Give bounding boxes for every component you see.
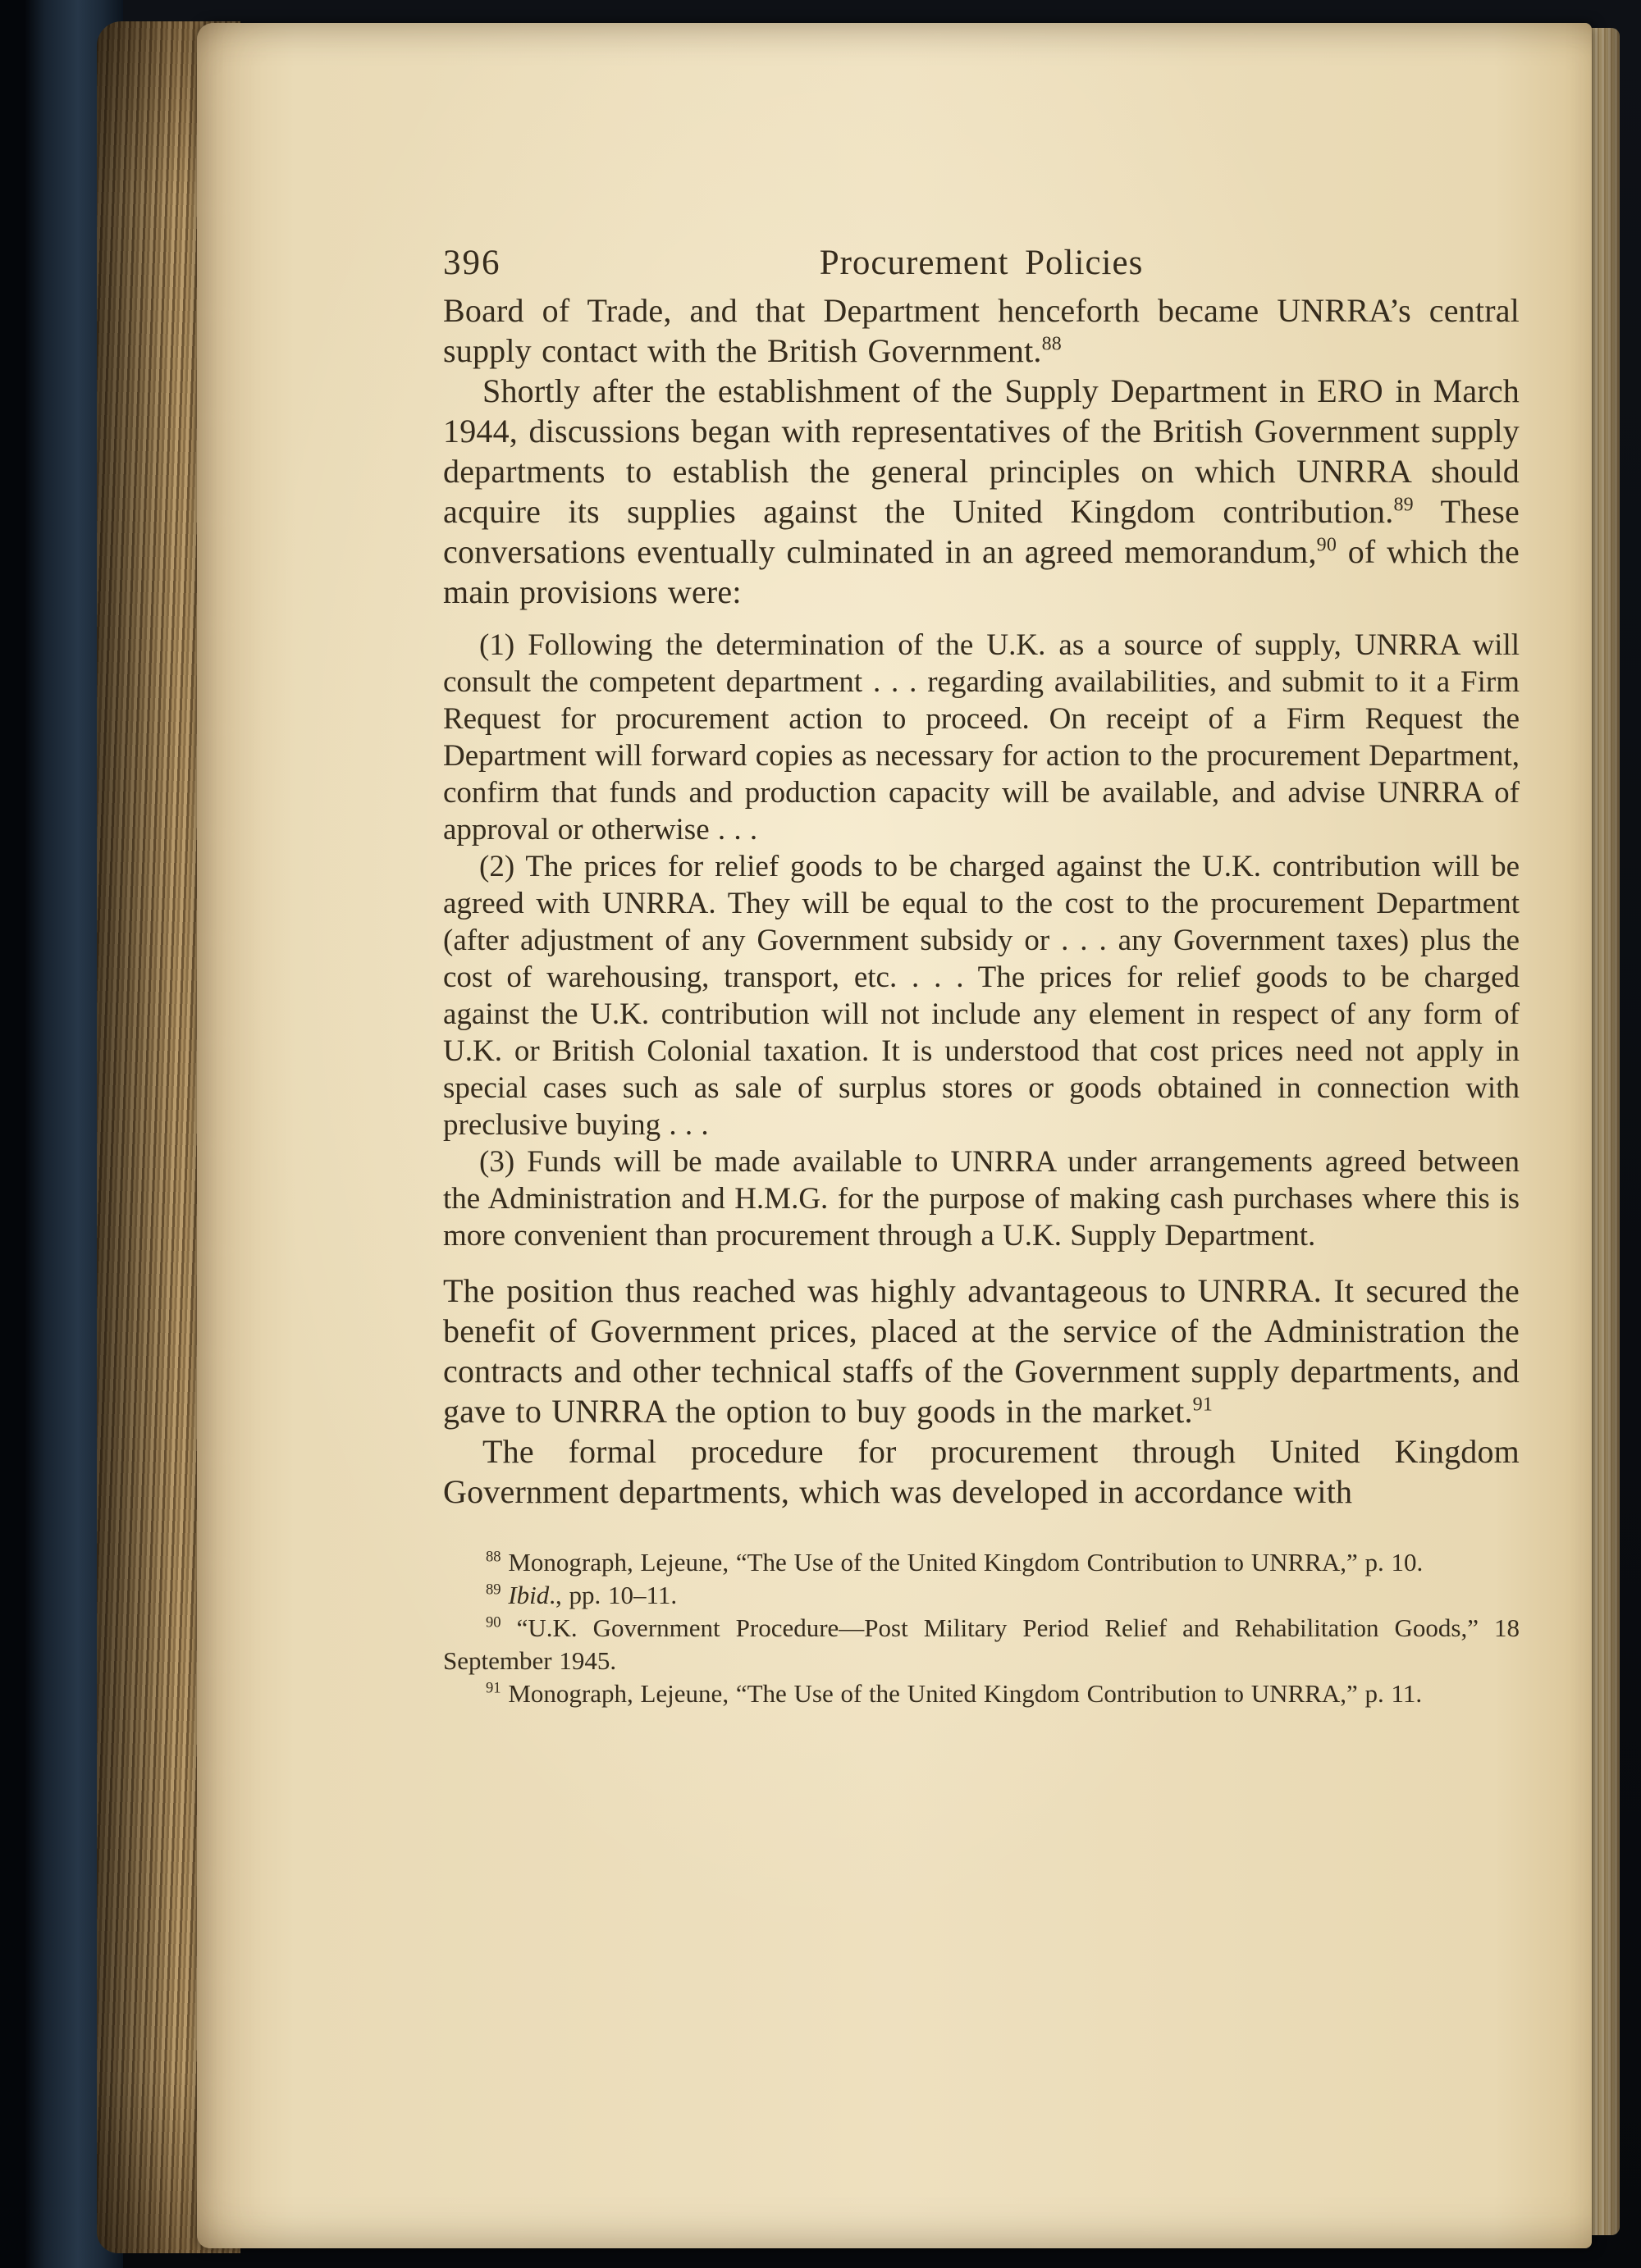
paragraph-continuation: Board of Trade, and that Department henceforth became UNRRA’s central supply contact with the British Government.$^{88}$: [443, 292, 1520, 369]
footnote-89: $^{89}$ Ibid., pp. 10–11.: [486, 1581, 678, 1609]
quote-item-3: (3) Funds will be made available to UNRRA under arrangements agreed between the Administration and H.M.G. for the purpose of making cash purchases where this is more convenient than procurement through a U.K. Supply Department.: [443, 1145, 1520, 1253]
quote-item-1: (1) Following the determination of the U.K. as a source of supply, UNRRA will consult the competent department . . . regarding availabilities, and submit to it a Firm Request for procurement action to proceed. On receipt of a Firm Request the Department will forward copies as necessary for action to the procurement Department, confirm that funds and production capacity will be available, and advise UNRRA of approval or otherwise . . .: [443, 628, 1520, 847]
quote-item-2: (2) The prices for relief goods to be charged against the U.K. contribution will be agreed with UNRRA. They will be equal to the cost to the procurement Department (after adjustment of any Government subsidy or . . . any Government taxes) plus the cost of warehousing, transport, etc. . . . The prices for relief goods to be charged against the U.K. contribution will not include any element in respect of any form of U.K. or British Colonial taxation. It is understood that cost prices need not apply in special cases such as sale of surplus stores or goods obtained in connection with preclusive buying . . .: [443, 850, 1520, 1142]
book-page: [197, 23, 1592, 2248]
running-title: Procurement Policies: [819, 244, 1144, 282]
footnotes: [443, 1546, 1520, 1710]
paragraph: Shortly after the establishment of the Supply Department in ERO in March 1944, discussions began with representatives of the British Government supply departments to establish the general principles on which UNRRA should acquire its supplies against the United Kingdom contribution.$^{89}$ These conversations eventually culminated in an agreed memorandum,$^{90}$ of which the main provisions were:: [443, 372, 1520, 610]
footnote-88: $^{88}$ Monograph, Lejeune, “The Use of the United Kingdom Contribution to UNRRA,” p. 10.: [486, 1548, 1424, 1577]
right-page-edges: [1588, 28, 1620, 2235]
paragraph: The position thus reached was highly advantageous to UNRRA. It secured the benefit of Government prices, placed at the service of the Administration the contracts and other technical staffs of the Government supply departments, and gave to UNRRA the option to buy goods in the market.$^{91}$: [443, 1272, 1520, 1430]
running-head: [443, 243, 1520, 290]
paragraph: The formal procedure for procurement through United Kingdom Government departments, which was developed in accordance with: [443, 1433, 1520, 1510]
footnote-90: $^{90}$ “U.K. Government Procedure—Post Military Period Relief and Rehabilitation Goods,” 18 September 1945.: [443, 1613, 1520, 1675]
block-quote: [443, 627, 1520, 1254]
page-number: 396: [443, 244, 501, 282]
footnote-91: $^{91}$ Monograph, Lejeune, “The Use of the United Kingdom Contribution to UNRRA,” p. 11.: [486, 1679, 1423, 1708]
text-block: [443, 243, 1520, 1710]
